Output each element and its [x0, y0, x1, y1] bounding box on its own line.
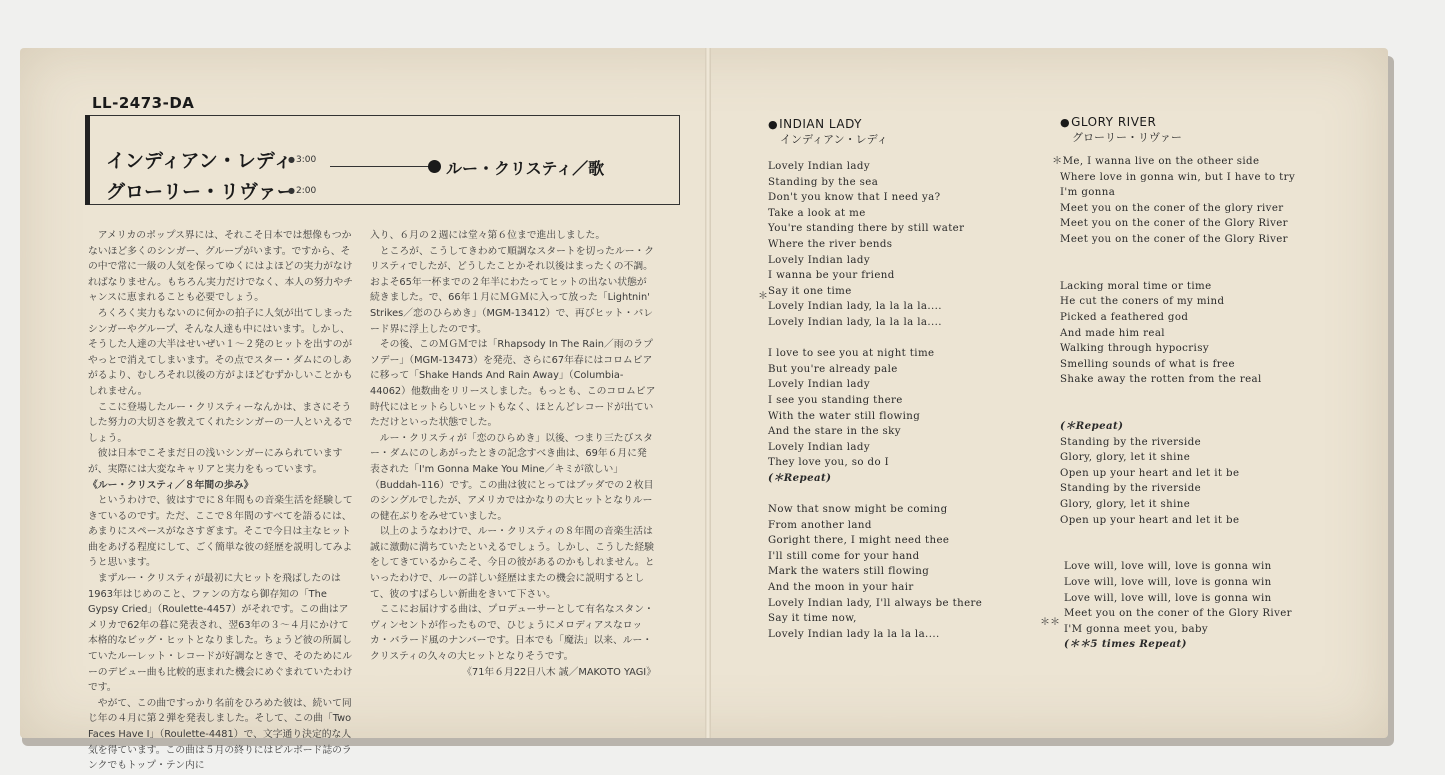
lyric-line: I'm gonna	[1060, 187, 1116, 199]
liner-paragraph: アメリカのポップス界には、それこそ日本では想像もつかないほど多くのシンガー、グループがいます。ですから、その中で常に一級の人気を保ってゆくにはよほどの実力がなければなりません。もちろん実力だけでなく、本人の努力やチャンスに恵まれることも必要でしょう。	[88, 230, 353, 304]
song-title-2: グローリー・リヴァー	[106, 181, 296, 203]
liner-paragraph: 彼は日本でこそまだ日の浅いシンガーにみられていますが、実際には大変なキャリアと実力をもっています。	[88, 448, 343, 475]
indian-lady-heading	[768, 117, 888, 147]
lyric-line: Meet you on the coner of the glory river	[1060, 202, 1284, 214]
lyric-line: Lovely Indian lady	[768, 441, 870, 453]
stanza-gap	[1052, 263, 1295, 279]
lyric-line: And the moon in your hair	[768, 582, 914, 594]
lyric-line: Lovely Indian lady	[768, 161, 870, 172]
lyric-line: Goright there, I might need thee	[768, 535, 950, 547]
lyric-line: And the stare in the sky	[768, 426, 901, 438]
lyric-line: Lovely Indian lady, la la la la....	[768, 316, 942, 328]
lyric-line: Smelling sounds of what is free	[1060, 358, 1235, 370]
lyric-line: He cut the coners of my mind	[1060, 296, 1225, 308]
stanza-gap	[1052, 544, 1295, 560]
song-title-1: インディアン・レディ	[106, 150, 293, 172]
lyric-line: But you're already pale	[768, 363, 898, 375]
stanza-gap	[1052, 388, 1295, 404]
lyric-line: Lovely Indian lady	[768, 254, 870, 266]
lyric-line: Lovely Indian lady la la la la....	[768, 628, 940, 640]
liner-paragraph: というわけで、彼はすでに８年間もの音楽生活を経験してきているのです。ただ、ここで８年間のすべてを語るには、あまりにスペースがなさすぎます。そこで今日は主なヒット曲をあげる程度にして、ごく簡単な彼の経歴を説明してみようと思います。	[88, 495, 353, 569]
lyric-line: Open up your heart and let it be	[1060, 467, 1240, 479]
liner-subheading: 《ルー・クリスティ／８年間の歩み》	[88, 479, 254, 491]
lyric-line: Love will, love will, love is gonna win	[1064, 561, 1272, 573]
liner-paragraph: ここに登場したルー・クリスティーなんかは、まさにそうした努力の大切さを教えてくれたシンガーの一人といえるでしょう。	[88, 401, 353, 444]
lyric-line: They love you, so do I	[768, 457, 890, 469]
title-box-rule	[85, 115, 90, 205]
indian-lady-lyrics	[768, 159, 982, 642]
repeat-instruction: (＊Repeat)	[768, 471, 832, 484]
liner-paragraph: ここにお届けする曲は、プロデューサーとして有名なスタン・ヴィンセントが作ったもので、ひじょうにメロディアスなロッカ・バラード風のナンバーです。日本でも「魔法」以来、ルー・クリスティの久々の大ヒットとなりそうです。	[370, 604, 654, 663]
lyric-line: Lacking moral time or time	[1060, 280, 1212, 292]
lyric-line: Now that snow might be coming	[768, 504, 948, 516]
lyric-line: I'M gonna meet you, baby	[1064, 623, 1209, 635]
lyric-line: Shake away the rotten from the real	[1060, 374, 1262, 386]
stanza-gap	[768, 486, 982, 502]
indian-lady-title-jp: インディアン・レディ	[780, 133, 888, 146]
lyric-line: I wanna be your friend	[768, 270, 895, 282]
lyric-line: Don't you know that I need ya?	[768, 192, 941, 204]
lyric-line: ＊Me, I wanna live on the otheer side	[1052, 156, 1260, 167]
artist-bullet	[428, 160, 441, 173]
repeat-marker: ＊	[758, 291, 768, 302]
liner-paragraph: 以上のようなわけで、ルー・クリスティの８年間の音楽生活は誠に激動に満ちていたといえるでしょう。しかし、こうした経験をしてきているからこそ、今日の彼があるのかもしれません。といったわけで、ルーの詳しい経歴はまたの機会に説明するとして、彼のすばらしい新曲をきいて下さい。	[370, 526, 655, 600]
lyric-line: Walking through hypocrisy	[1060, 343, 1209, 355]
lyric-line: Standing by the riverside	[1060, 483, 1202, 495]
lyric-line: I love to see you at night time	[768, 348, 935, 360]
lyric-line: Lovely Indian lady, la la la la....	[768, 301, 942, 313]
repeat-instruction: (＊＊5 times Repeat)	[1064, 638, 1187, 651]
lyric-line: Glory, glory, let it shine	[1060, 452, 1191, 464]
liner-paragraph: まずルー・クリスティが最初に大ヒットを飛ばしたのは1963年はじめのこと、ファンの方なら御存知の「The Gypsy Cried」（Roulette-4457）がそれです。この曲はアメリカで62年の暮に発表され、翌63年の３～４月にかけて本格的なビッグ・ヒットとなりました。ちょうど彼の所属していたルーレット・レコードが好調なときで、そのためにルーのデビュー曲も比較的恵まれた機会にめぐまれていたわけです。	[88, 573, 353, 694]
liner-paragraph: ルー・クリスティが「恋のひらめき」以後、つまり三たびスター・ダムにのしあがったときの記念すべき曲は、69年６月に発表された「I'm Gonna Make You Mine／キミが欲しい」（Buddah-116）です。この曲は彼にとってはブッダでの２枚目のシングルでしたが、アメリカではかなりの大ヒットとなりルーの健在ぶりをみせていました。	[370, 432, 654, 522]
double-repeat-marker: ＊＊	[1040, 617, 1060, 628]
lyric-line: Take a look at me	[768, 207, 866, 219]
stanza-gap	[768, 331, 982, 347]
lyric-line: Say it time now,	[768, 613, 857, 625]
lyric-line: Picked a feathered god	[1060, 311, 1189, 323]
title-connector-line	[330, 166, 430, 167]
lyric-line: And made him real	[1060, 327, 1165, 339]
lyric-line: From another land	[768, 519, 872, 531]
liner-paragraph: その後、このＭＧＭでは「Rhapsody In The Rain／雨のラプソデー」（MGM-13473）を発売、さらに67年春にはコロムビアに移って「Shake Hands And Rain Away」（Columbia-44062）他数曲をリリースしました。もっとも、このコロムビア時代にはヒットらしいヒットもなく、ほとんどレコードが出ていただけといった状態でした。	[370, 339, 656, 429]
lyric-line: Glory, glory, let it shine	[1060, 499, 1191, 511]
song-duration-1: ● 3:00	[288, 155, 316, 165]
lyric-line: I see you standing there	[768, 394, 903, 406]
lyric-line: Lovely Indian lady	[768, 379, 870, 391]
lyric-line: Lovely Indian lady, I'll always be there	[768, 597, 983, 609]
lyric-line: Meet you on the coner of the Glory River	[1060, 218, 1288, 230]
lyric-line: Standing by the sea	[768, 176, 879, 188]
lyric-line: Where love in gonna win, but I have to try	[1060, 171, 1296, 183]
liner-paragraph: やがて、この曲ですっかり名前をひろめた彼は、続いて同じ年の４月に第２弾を発表しました。そして、この曲「Two Faces Have I」（Roulette-4481）で、文字通り決定的な人気を得ています。この曲は５月の終りにはビルボード誌のランクでもトップ・テン内に	[88, 697, 352, 772]
liner-paragraph: ろくろく実力もないのに何かの拍子に人気が出てしまったシンガーやグループ、そんな人達も中にはいます。しかし、そうした人達の大半はせいぜい１～２発のヒットを出すのがやっとで消えてしまいます。その点でスター・ダムにのしあがるより、むしろそれ以後の方がよほどむずかしいことかもしれません。	[88, 307, 353, 397]
indian-lady-title: ● INDIAN LADY	[768, 117, 888, 131]
stanza-gap	[1052, 404, 1295, 420]
repeat-instruction: (＊Repeat)	[1060, 420, 1124, 433]
lyric-line: You're standing there by still water	[768, 223, 965, 235]
lyric-line: With the water still flowing	[768, 410, 921, 422]
lyric-line: Standing by the riverside	[1060, 436, 1202, 448]
lyric-line: Open up your heart and let it be	[1060, 514, 1240, 526]
artist-credit: ルー・クリスティ／歌	[446, 159, 605, 178]
stanza-gap	[1052, 248, 1295, 264]
catalog-number: LL-2473-DA	[92, 94, 195, 112]
liner-notes-column-2	[370, 228, 656, 680]
lyric-line: Where the river bends	[768, 238, 893, 250]
lyric-line: I'll still come for your hand	[768, 550, 920, 562]
glory-river-title: ● GLORY RIVER	[1060, 115, 1182, 129]
lyric-line: Say it one time	[768, 285, 852, 297]
stanza-gap	[1052, 528, 1295, 544]
liner-paragraph: 入り、６月の２週には堂々第６位まで進出しました。	[370, 230, 606, 241]
lyric-line: Love will, love will, love is gonna win	[1064, 577, 1272, 589]
glory-river-title-jp: グローリー・リヴァー	[1072, 131, 1182, 144]
lyric-line: Meet you on the coner of the Glory River	[1064, 608, 1292, 620]
liner-paragraph: ところが、こうしてきわめて順調なスタートを切ったルー・クリスティでしたが、どうしたことかそれ以後はまったくの不調。およそ65年一杯までの２年半にわたってヒットの出ない状態が続きました。で、66年１月にＭＧＭに入って放った「Lightnin' Strikes／恋のひらめき」（MGM-13412）で、再びヒット・パレード界に浮上したのです。	[370, 245, 655, 335]
center-fold	[705, 48, 711, 738]
lyric-line: Love will, love will, love is gonna win	[1064, 592, 1272, 604]
liner-signature: 《71年６月22日八木 誠／MAKOTO YAGI》	[462, 666, 656, 678]
glory-river-lyrics	[1052, 154, 1295, 653]
liner-notes-column-1	[88, 228, 354, 774]
song-duration-2: ● 2:00	[288, 186, 316, 196]
lyric-line: Meet you on the coner of the Glory River	[1060, 233, 1288, 245]
lyric-line: Mark the waters still flowing	[768, 566, 930, 578]
glory-river-heading	[1060, 115, 1182, 145]
